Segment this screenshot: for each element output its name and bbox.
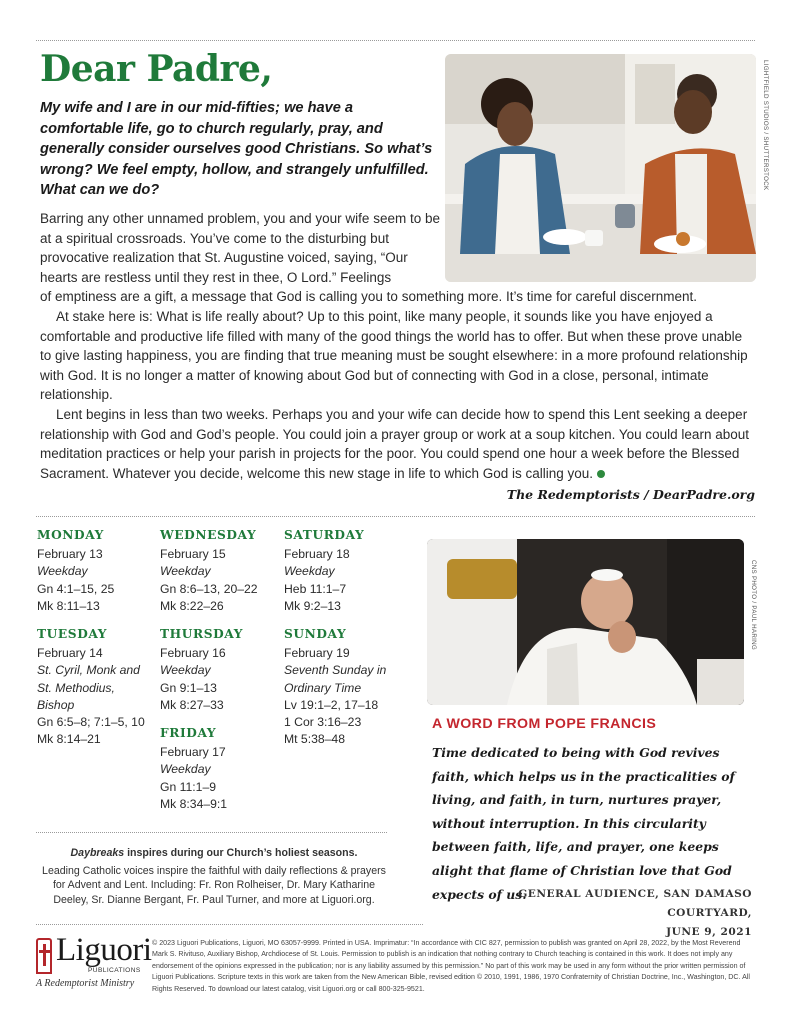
reading: Gn 8:6–13, 20–22 xyxy=(160,581,258,596)
liguori-mark-icon xyxy=(36,938,52,974)
liguori-logo xyxy=(36,932,152,998)
top-divider xyxy=(36,40,755,41)
reading: Lv 19:1–2, 17–18 xyxy=(284,697,379,712)
calendar-monday xyxy=(37,527,162,615)
reading: Mk 8:11–13 xyxy=(37,598,100,613)
day-date: February 17 xyxy=(160,745,226,760)
day-note: Seventh Sunday in Ordinary Time xyxy=(284,663,387,695)
answer-paragraph-2: At stake here is: What is life really about? Up to this point, like many people, it sounds like you have enjoyed a comfortable and productive life filled with many of the good things the world has to offer. But when these prove unable to give lasting happiness, you are finding that true meaning must be sought elsewhere: in a more profound relationship with God. It is no longer a matter of knowing about God but of connecting with God in a close, personal, intimate relationship. xyxy=(40,308,748,403)
calendar-tuesday xyxy=(37,626,162,748)
logo-tagline: A Redemptorist Ministry xyxy=(36,978,135,989)
day-note: Weekday xyxy=(37,564,88,579)
promo-heading-name: Daybreaks xyxy=(70,847,125,859)
calendar-column-1 xyxy=(37,527,162,759)
day-heading: TUESDAY xyxy=(37,627,108,642)
reading: Gn 9:1–13 xyxy=(160,680,217,695)
end-mark-icon xyxy=(597,470,605,478)
pope-quote-source-line-1: GENERAL AUDIENCE, SAN DAMASO COURTYARD, xyxy=(518,888,752,919)
pope-quote: Time dedicated to being with God revives faith, which helps us in the practicalities of living, and faith, in turn, nurtures prayer, without interruption. In this circularity between faith, life, and prayer, one keeps alight that flame of Christian love that God expects of us. xyxy=(432,745,735,902)
reading: Mt 5:38–48 xyxy=(284,732,345,747)
day-note: Weekday xyxy=(160,663,211,678)
calendar-friday xyxy=(160,725,285,813)
calendar-column-3 xyxy=(284,527,409,759)
day-date: February 19 xyxy=(284,646,350,661)
calendar-saturday xyxy=(284,527,409,615)
pope-quote-title: A WORD FROM POPE FRANCIS xyxy=(432,716,657,732)
reading: Mk 9:2–13 xyxy=(284,598,341,613)
reading: Heb 11:1–7 xyxy=(284,581,347,596)
day-date: February 16 xyxy=(160,646,226,661)
promo-body: Leading Catholic voices inspire the faithful with daily reflections & prayers for Advent and Lent. Including: Fr. Ron Rolheiser, Dr. Mary Katharine Deeley, Sr. Dianne Bergant, Fr. Paul Turner, and more at Liguori.org. xyxy=(42,864,386,906)
reading: Mk 8:34–9:1 xyxy=(160,796,228,811)
reading: Gn 11:1–9 xyxy=(160,779,217,794)
day-date: February 15 xyxy=(160,547,226,562)
reading: Mk 8:14–21 xyxy=(37,732,101,747)
calendar-wednesday xyxy=(160,527,285,615)
day-date: February 13 xyxy=(37,547,103,562)
answer-paragraph-1b: of emptiness are a gift, a message that God is calling you to something more. It’s time for careful discernment. xyxy=(40,289,698,305)
answer-paragraph-3 xyxy=(40,405,756,483)
day-heading: SUNDAY xyxy=(284,627,347,642)
answer-paragraph-3-text: Lent begins in less than two weeks. Perhaps you and your wife can decide how to spend this Lent seeking a deeper relationship with God and God’s people. You could join a prayer group or work at a soup kitchen. You could learn about meditation practices or help your parish in projects for the poor. You could spend one hour a week before the Blessed Sacrament. Whatever you decide, welcome this new stage in life to which God is calling you. xyxy=(40,406,749,481)
daybreaks-promo xyxy=(38,846,390,907)
day-date: February 18 xyxy=(284,547,350,562)
promo-heading xyxy=(38,846,390,861)
day-note: Weekday xyxy=(284,564,335,579)
day-heading: MONDAY xyxy=(37,528,104,542)
pope-quote-source-line-2: JUNE 9, 2021 xyxy=(666,926,752,938)
couple-photo-credit: LIGHTFIELD STUDIOS / SHUTTERSTOCK xyxy=(762,60,769,191)
day-heading: SATURDAY xyxy=(284,528,365,542)
reading: Mk 8:27–33 xyxy=(160,697,224,712)
pope-quote-source xyxy=(440,885,752,942)
day-date: February 14 xyxy=(37,646,103,661)
calendar-thursday xyxy=(160,626,285,714)
day-note: Weekday xyxy=(160,564,211,579)
copyright-fineprint: © 2023 Liguori Publications, Liguori, MO 63057-9999. Printed in USA. Imprimatur: “In accordance with CIC 827, permission to publish was granted on April 28, 2022, by the Most Reverend Mark S. Rivituso, Auxiliary Bishop, Archdiocese of St. Louis. Permission to publish is an indication that nothing contrary to Church teaching is contained in this work. It does not imply any endorsement of the opinions expressed in the publication; nor is any liability assumed by this permission.” No part of this work may be used in any form without the prior written permission of Liguori Publications. Scripture texts in this work are taken from the New American Bible, revised edition © 2010, 1991, 1986, 1970 Confraternity of Christian Doctrine, Inc., Washington, DC. All Rights Reserved. To download our latest catalog, visit Liguori.org or call 800-325-9521. xyxy=(152,939,750,993)
day-heading: WEDNESDAY xyxy=(160,528,257,542)
day-note: St. Cyril, Monk and St. Methodius, Bishop xyxy=(37,663,140,712)
promo-heading-rest: inspires during our Church’s holiest seasons. xyxy=(124,847,358,859)
pope-photo xyxy=(427,539,744,705)
calendar-divider xyxy=(36,516,755,517)
page-title: Dear Padre, xyxy=(40,48,273,90)
answer-paragraph-1a: Barring any other unnamed problem, you and your wife seem to be at a spiritual crossroads. You’ve come to the disturbing but provocative realization that St. Augustine voiced, saying, “Our hearts are restless until they rest in thee, O Lord.” Feelings xyxy=(40,211,440,285)
answer-body xyxy=(40,209,756,483)
calendar-sunday xyxy=(284,626,409,748)
day-heading: FRIDAY xyxy=(160,726,217,741)
logo-wordmark: Liguori xyxy=(56,932,152,968)
calendar-column-2 xyxy=(160,527,285,824)
reading: Gn 6:5–8; 7:1–5, 10 xyxy=(37,715,145,730)
reader-question: My wife and I are in our mid-fifties; we have a comfortable life, go to church regularly, pray, and generally consider ourselves good Christians. So what’s wrong? We feel empty, hollow, and strangely unfulfilled. What can we do? xyxy=(40,100,433,199)
logo-subtitle: PUBLICATIONS xyxy=(88,967,141,974)
reading: Gn 4:1–15, 25 xyxy=(37,581,115,596)
reading: 1 Cor 3:16–23 xyxy=(284,715,362,730)
promo-divider-top xyxy=(36,832,387,833)
day-note: Weekday xyxy=(160,762,211,777)
day-heading: THURSDAY xyxy=(160,627,244,642)
signature: The Redemptorists / DearPadre.org xyxy=(506,487,755,502)
pope-photo-credit: CNS PHOTO / PAUL HARING xyxy=(750,560,757,650)
reading: Mk 8:22–26 xyxy=(160,598,224,613)
